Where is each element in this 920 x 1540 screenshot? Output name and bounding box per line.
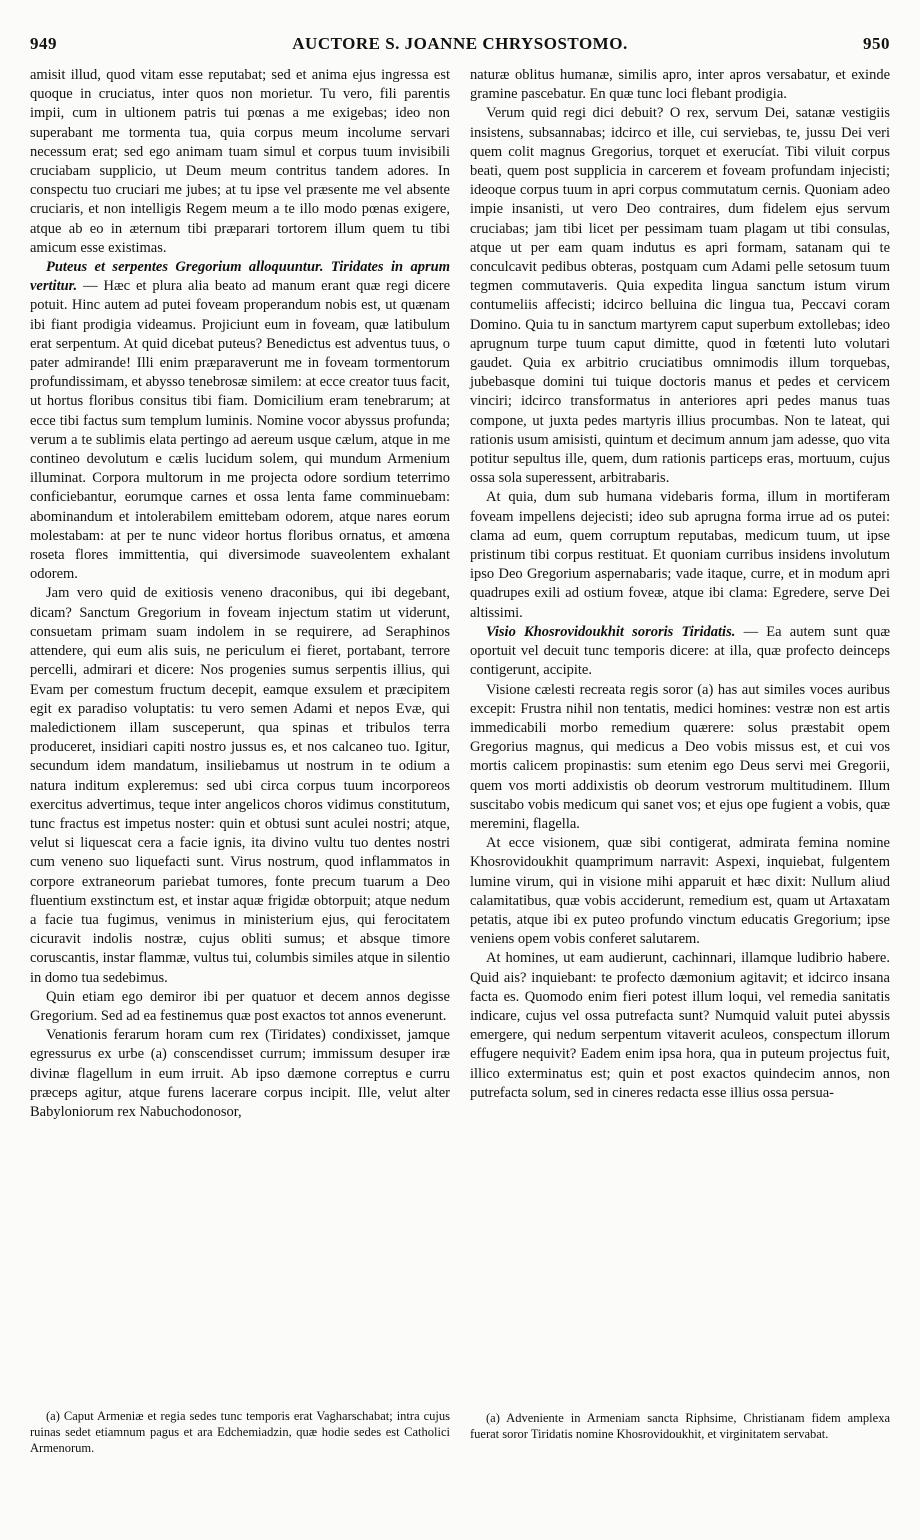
paragraph: Venationis ferarum horam cum rex (Tiridates) condixisset, jamque egressurus ex urbe (a) conscendisset currum; immissum desuper iræ divinæ flagellum in eum irruit. Ab ipso dæmone correptus e curru præceps agitur, atque furens lacerare corpus incipit. Ille, velut alter Babyloniorum rex Nabuchodonosor,	[30, 1027, 450, 1120]
footnote-right	[470, 1410, 890, 1442]
section	[30, 258, 450, 584]
footnote-text: (a) Adveniente in Armeniam sancta Riphsime, Christianam fidem amplexa fuerat soror Tiridatis nomine Khosrovidoukhit, et virginitatem servabat.	[470, 1411, 890, 1441]
paragraph: At quia, dum sub humana videbaris forma, illum in mortiferam foveam impellens dejecisti; ideo sub aprugna forma irrue ad os putei: clama ad eum, quem corruptum reputabas, medicum tuum, ut ipse pristinum tibi corpus restituat. Et quoniam curribus insidens involutum ipso Deo Gregorium aspernabaris; vade itaque, curre, et in modum apri quadrupes exili ad ostium foveæ, atque ibi clama: Egredere, serve Dei altissimi.	[470, 489, 890, 621]
paragraph: Verum quid regi dici debuit? O rex, servum Dei, satanæ vestigiis insistens, subsannabas; idcirco et ille, cui serviebas, te, jussu Dei veri quem colit magnus Gregorius, torquet et exerucíat. Tibi viluit corpus beati, quem post supplicia in carcerem et foveam profundam injecisti; ideoque corpus tuum in apri corpus commutatum cernis. Quoniam adeo impie insanisti, ut vero Deo contraires, dum fidelem ejus servum cruciabas; jam tibi licet per pessimam tuam plagam ut tibi consulas, atque ut per eam quam indutus es apri formam, satanam qui te conculcavit pedibus obteras, postquam cum Adami pelle setosum tuum tegmen commutaveris. Quia expedita lingua sanctum istum virum contumeliis affecisti; idcirco belluina dic lingua tua, Peccavi coram Domino. Quia tu in sanctum martyrem caput superbum extollebas; ideo aprugnum turpe tuum caput dimitte, quod in fœtenti luto volutari gaudet. Quia ex arbitrio cruciatibus omnimodis illum torquebas, jubebasque domini tui tuique doctoris manus et pedes et cervicem vinciri; idcirco transformatus in anteriores apri pedes manus tuas compone, ut juxta pedes martyris illius procumbas. Non te lateat, qui rationis usum amisisti, quintum et decimum annum jam adesse, quo vita potitur sepultus ille, quem, dum rationis particeps eras, mortuum, cujus ossa sola superessent, arbitrabaris.	[470, 105, 890, 487]
footnote-text: (a) Caput Armeniæ et regia sedes tunc temporis erat Vagharschabat; intra cujus ruinas sedet etiamnum pagus et ara Edchemiadzin, quæ hodie sedes est Catholici Armenorum.	[30, 1409, 450, 1455]
section-body: — Hæc et plura alia beato ad manum erant quæ regi dicere potuit. Hinc autem ad putei foveam properandum nobis est, ut quænam ibi fiant prodigia videamus. Projiciunt eum in foveam, quæ latibulum erat serpentum. At quid dicebat puteus? Benedictus est adventus tuus, o pater admirande! Illi enim præparaverunt me in foveam tormentorum profundissimam, et abysso tenebrosæ similem: at ecce creator tuus facit, ut hortus floribus consitus tibi fiam. Domicilium eram tenebrarum; at ecce tibi factus sum templum luminis. Nomine vocor abyssus profunda; verum a te sublimis elata pertingo ad aereum usque cælum, atque in me contineo devolutum e cælis lucidum solem, qui mundum Armenium illuminat. Corpora multorum in me projecta odore sordium teterrimo conficiebantur, eorumque carnes et ossa lenta fame comminuebam: abominandum et intolerabilem emittebam odorem, atque nares eorum molestabam: at per te nunc videor hortus floribus ornatus, et amœna roseta flores immittentia, qui diversimode suaveolentem exhalant odorem.	[30, 278, 451, 583]
paragraph: amisit illud, quod vitam esse reputabat; sed et anima ejus ingressa est quoque in cruciatus, inter quos non morietur. Tu vero, fili parentis impii, cum in ultionem patris tui pœnas a me exigebas; ideo non superabant me tormenta tua, quia corpus meum incolume servari necessum erat; sed ego animam tuam simul et corpus tuum invisibili cruciabam supplicio, ut Deum meum contritus tandem adores. In conspectu tuo cruciari me jubes; at tu ipse vel præsente me vel absente cruciaris, et non intelligis Regem meum a te illo modo pœnas exigere, atque ab eo in æternum tibi præparari tortorem illum quem tu tibi amicum esse existimas.	[30, 67, 450, 256]
paragraph: At homines, ut eam audierunt, cachinnari, illamque ludibrio habere. Quid ais? inquiebant: te profecto dæmonium agitavit; et idcirco insana facta es. Quomodo enim fieri potest illum loqui, vel remedia sanitatis indicare, cujus vel ossa putrefacta sunt? Numquid valuit putei abyssis emergere, qui nedum serpentum vitaverit aculeos, conspectum illorum effugere nequivit? Eadem enim ipsa hora, qua in puteum projectus fuit, illico exterminatus est; quin et post exactos quindecim annos, non putrefacta solum, sed in cineres redacta esse illius ossa persua-	[470, 950, 890, 1101]
paragraph: Jam vero quid de exitiosis veneno draconibus, qui ibi degebant, dicam? Sanctum Gregorium in foveam injectum statim ut viderunt, consuetam primam suam indolem in se requirere, ad Seraphinos attendere, qui eum alis suis, ne periculum ei fieret, portabant, terrore percelli, admirari et dicere: Nos progenies sumus serpentis illius, qui Evam per comestum fructum decepit, eamque exsulem et præcipitem egit ex paradiso voluptatis: tu vero semen Adami et nepos Evæ, qui maledictionem illam susceperunt, qua spinas et tribulos terra produceret, insidiari capiti nostro jussus es, et nos calcaneo tuo. Igitur, secundum idem mandatum, insiliebamus ut nostrum in te odium a natura inditum expleremus: sed ubi circa corpus tuum incorporeos exercitus advertimus, teque inter angelicos choros vidimus constitutum, tunc fractus est impetus noster: quin et obtusi sunt aculei nostri; atque, velut si liquescat cera a facie ignis, ita divino vultu tuo dentes nostri cum veneno suo liquefacti sunt. Virus nostrum, quod inflammatos in corpore extraneorum pariebat tumores, fonte precum tuarum a Deo fluentium exstinctum est, et instar aquæ frigidæ obtorpuit; atque nedum a facie tua fugimus, venimus in ministerium ejus, qui ferocitatem cicuravit indolis nostræ, cujus obliti sumus; et absque timore coruscantis, instar flammæ, vultus tui, columbis similes atque in silentio in domo tua sedebimus.	[30, 585, 450, 986]
paragraph: naturæ oblitus humanæ, similis apro, inter apros versabatur, et exinde gramine pascebatur. En quæ tunc loci flebant prodigia.	[470, 67, 890, 103]
running-header	[30, 34, 890, 64]
section-heading: Puteus et serpentes Gregorium alloquuntur. Tiridates in aprum vertitur.	[30, 259, 450, 295]
running-title: AUCTORE S. JOANNE CHRYSOSTOMO.	[292, 34, 628, 53]
paragraph: Visione cælesti recreata regis soror (a) has aut similes voces auribus excepit: Frustra nihil non tentatis, medici homines: vestræ non est artis immedicabili morbo remedium quærere: solus præstabit opem Gregorius magnus, qui medicus a Deo vobis missus est, et cui vos mortis calicem propinastis: sum etenim ego Deus servi mei Gregorii, quem vos morti addixistis ob deorum vestrorum multitudinem. Illum suscitabo vobis medicum qui sanet vos; et ejus ope fugient a vobis, quæ meremini, flagella.	[470, 681, 890, 832]
left-column	[30, 66, 450, 1122]
paragraph: Quin etiam ego demiror ibi per quatuor et decem annos degisse Gregorium. Sed ad ea festinemus quæ post exactos tot annos evenerunt.	[30, 988, 450, 1024]
paragraph: At ecce visionem, quæ sibi contigerat, admirata femina nomine Khosrovidoukhit quamprimum narravit: Aspexi, inquiebat, fulgentem lumine virum, qui in visione mihi apparuit et hæc dixit: Nullum aliud calamitatibus, quæ vobis acciderunt, remedium est, quam ut Artaxatam petatis, atque ibi ex puteo profundo vinctum educatis Gregorium; ipse veniens opem vobis conferet salutarem.	[470, 835, 890, 948]
footnote-left	[30, 1408, 450, 1456]
section	[470, 623, 890, 681]
page-number-right: 950	[863, 34, 890, 53]
right-column	[470, 66, 890, 1103]
section-heading: Visio Khosrovidoukhit sororis Tiridatis.	[486, 623, 736, 640]
page-number-left: 949	[30, 34, 57, 53]
section-body: — Ea autem sunt quæ oportuit vel decuit tunc temporis dicere: at illa, quæ profecto deinceps contigerunt, accipite.	[470, 623, 890, 679]
